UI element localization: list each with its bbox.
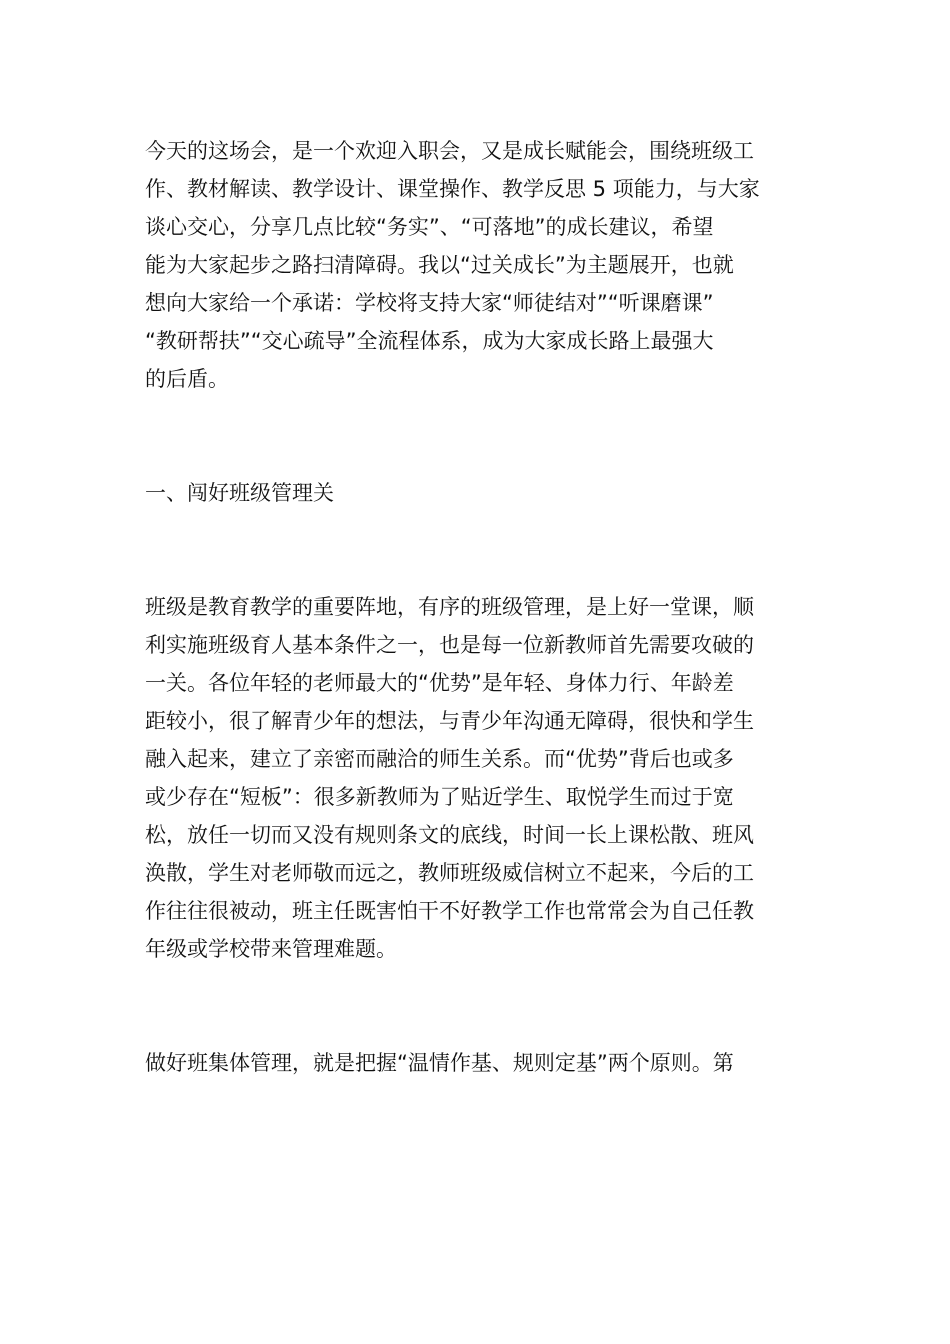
class-management-paragraph	[145, 588, 813, 968]
document-body	[145, 132, 813, 1082]
text-line: 班级是教育教学的重要阵地，有序的班级管理，是上好一堂课，顺	[145, 595, 754, 619]
principles-paragraph	[145, 1044, 813, 1082]
text-line: 今天的这场会，是一个欢迎入职会，又是成长赋能会，围绕班级工	[145, 139, 754, 163]
heading-text: 一、闯好班级管理关	[145, 481, 334, 505]
text-line: 涣散，学生对老师敬而远之，教师班级威信树立不起来，今后的工	[145, 861, 754, 885]
text-line: 谈心交心，分享几点比较“务实”、“可落地”的成长建议，希望	[145, 215, 714, 239]
text-line: 能为大家起步之路扫清障碍。我以“过关成长”为主题展开，也就	[145, 253, 734, 277]
text-line: 作往往很被动，班主任既害怕干不好教学工作也常常会为自己任教	[145, 899, 754, 923]
text-line: 或少存在“短板”：很多新教师为了贴近学生、取悦学生而过于宽	[145, 785, 734, 809]
text-line: 的后盾。	[145, 367, 229, 391]
text-line: 想向大家给一个承诺：学校将支持大家“师徒结对”“听课磨课”	[145, 291, 714, 315]
text-line: 做好班集体管理，就是把握“温情作基、规则定基”两个原则。第	[145, 1051, 734, 1075]
text-line: 松，放任一切而又没有规则条文的底线，时间一长上课松散、班风	[145, 823, 754, 847]
text-line: 融入起来，建立了亲密而融洽的师生关系。而“优势”背后也或多	[145, 747, 734, 771]
text-line: 作、教材解读、教学设计、课堂操作、教学反思 5 项能力，与大家	[145, 177, 760, 201]
text-line: 利实施班级育人基本条件之一，也是每一位新教师首先需要攻破的	[145, 633, 754, 657]
text-line: 年级或学校带来管理难题。	[145, 937, 397, 961]
text-line: “教研帮扶”“交心疏导”全流程体系，成为大家成长路上最强大	[145, 329, 714, 353]
intro-paragraph	[145, 132, 813, 398]
text-line: 距较小，很了解青少年的想法，与青少年沟通无障碍，很快和学生	[145, 709, 754, 733]
section-heading	[145, 474, 813, 512]
text-line: 一关。各位年轻的老师最大的“优势”是年轻、身体力行、年龄差	[145, 671, 734, 695]
